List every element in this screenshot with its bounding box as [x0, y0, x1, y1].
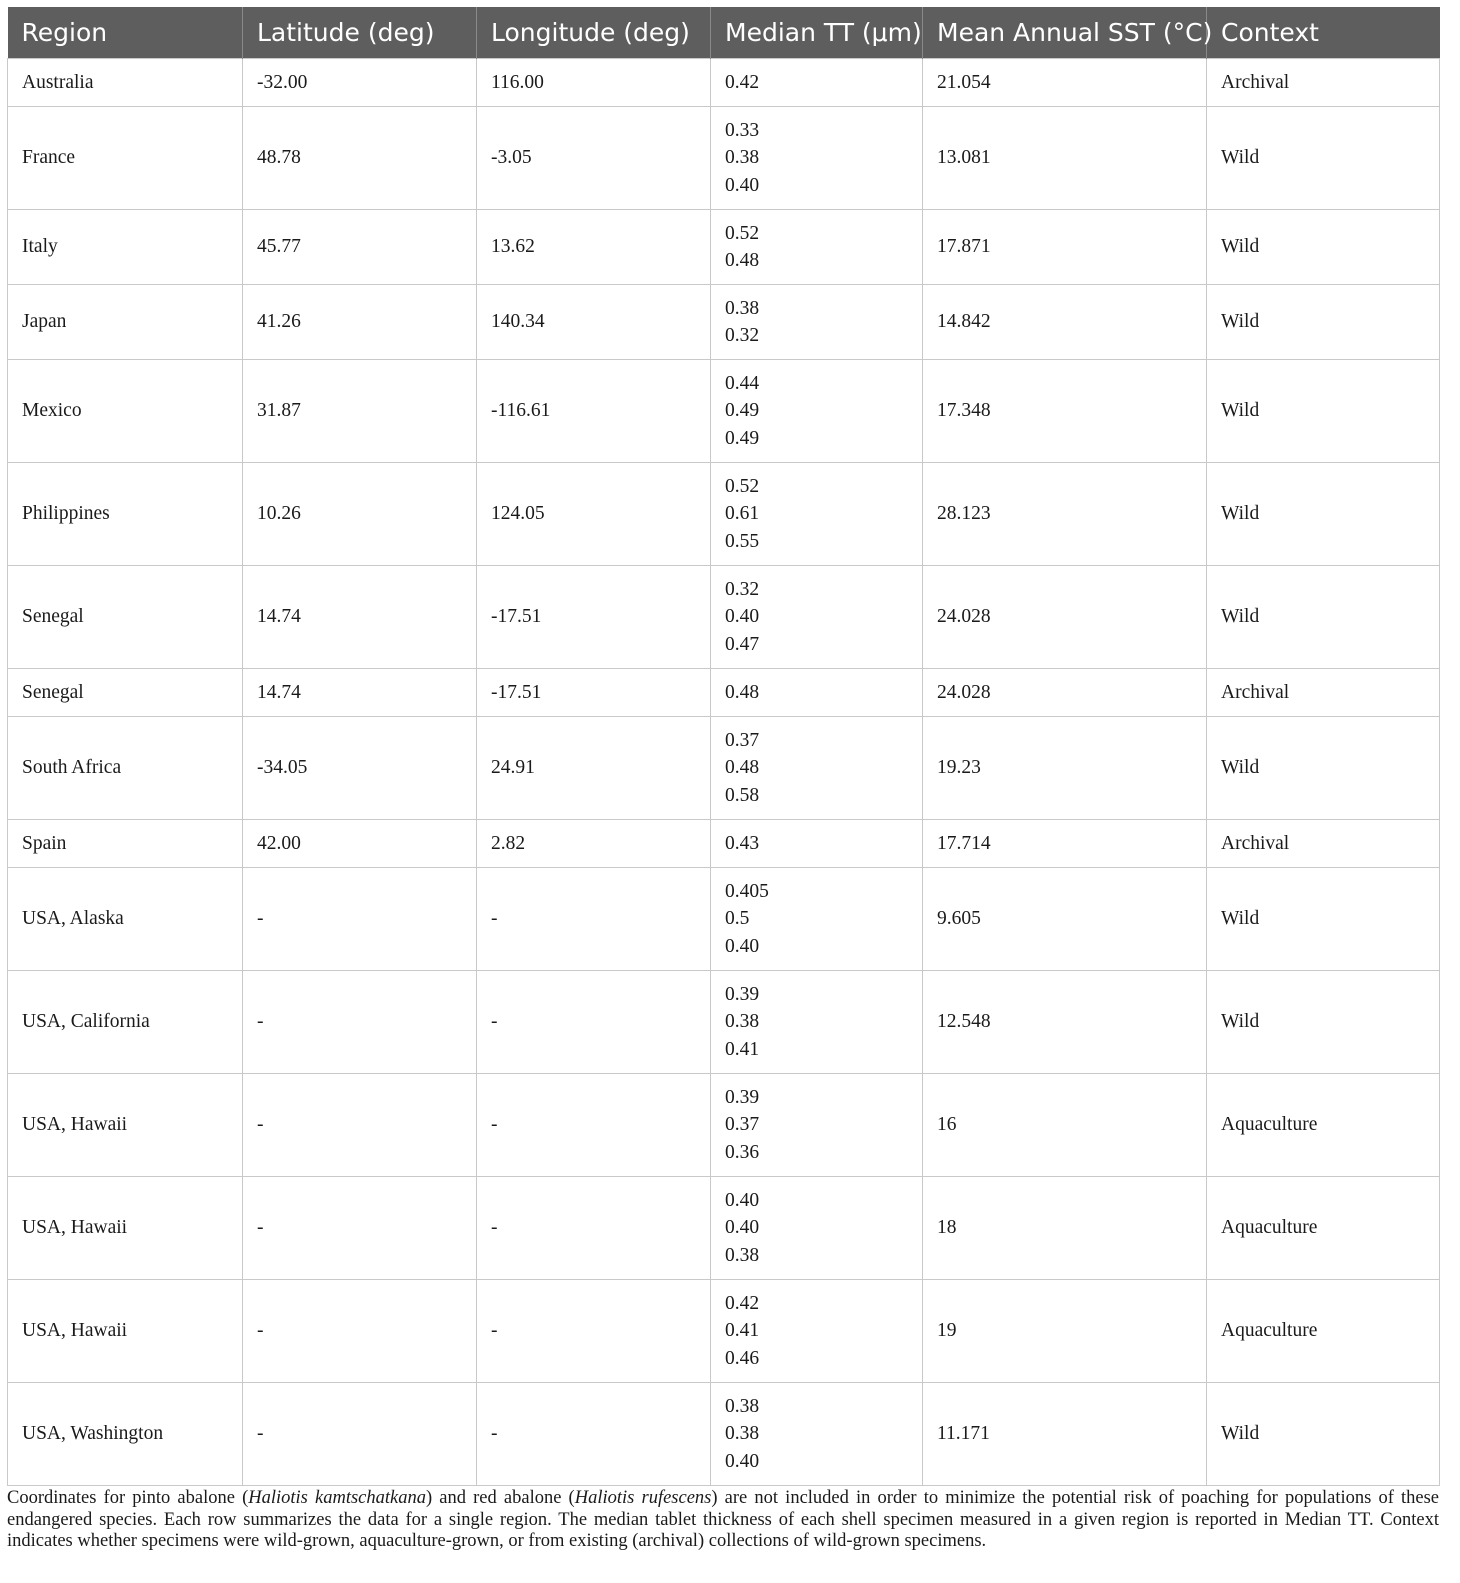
median-tt-value: 0.38: [725, 297, 760, 319]
context-cell: Wild: [1207, 360, 1440, 463]
mean-sst-cell: 13.081: [923, 107, 1207, 210]
median-tt-value: 0.36: [725, 1141, 760, 1163]
mean-sst-cell: 11.171: [923, 1383, 1207, 1486]
context-cell: Wild: [1207, 971, 1440, 1074]
median-tt-value: 0.61: [725, 503, 760, 525]
median-tt-cell: [711, 1074, 923, 1177]
median-tt-cell: [711, 669, 923, 717]
longitude-cell: 2.82: [477, 820, 711, 868]
table-row: [8, 717, 1440, 820]
median-tt-value: 0.52: [725, 222, 760, 244]
data-table-container: [7, 7, 1439, 1486]
region-cell: South Africa: [8, 717, 243, 820]
latitude-cell: -: [243, 1280, 477, 1383]
longitude-cell: -: [477, 1074, 711, 1177]
column-header-median-tt: Median TT (μm): [711, 7, 923, 59]
context-cell: Wild: [1207, 717, 1440, 820]
median-tt-value: 0.55: [725, 530, 760, 552]
longitude-cell: -: [477, 868, 711, 971]
footnote-text-3: ) are not included in order to minimize the potential risk of poaching for populations of these endangered species. Each row summarizes the data for a single region. The median tablet thickness of each shell specimen measured in a given region is reported in Median TT. Context indicates whether specimens were wild-grown, aquaculture-grown, or from existing (archival) collections of wild-grown specimens.: [7, 1488, 1440, 1551]
mean-sst-cell: 21.054: [923, 59, 1207, 107]
region-cell: Senegal: [8, 566, 243, 669]
longitude-cell: 116.00: [477, 59, 711, 107]
median-tt-value: 0.47: [725, 633, 760, 655]
median-tt-cell: [711, 717, 923, 820]
context-cell: Wild: [1207, 868, 1440, 971]
longitude-cell: 140.34: [477, 285, 711, 360]
table-row: [8, 59, 1440, 107]
latitude-cell: 48.78: [243, 107, 477, 210]
median-tt-cell: [711, 1280, 923, 1383]
median-tt-value: 0.48: [725, 250, 760, 271]
longitude-cell: -: [477, 1280, 711, 1383]
table-row: [8, 971, 1440, 1074]
table-row: [8, 1074, 1440, 1177]
latitude-cell: 14.74: [243, 566, 477, 669]
longitude-cell: 24.91: [477, 717, 711, 820]
median-tt-value: 0.33: [725, 119, 760, 141]
latitude-cell: -: [243, 1383, 477, 1486]
context-cell: Aquaculture: [1207, 1177, 1440, 1280]
latitude-cell: -: [243, 1074, 477, 1177]
mean-sst-cell: 17.871: [923, 210, 1207, 285]
median-tt-value: 0.37: [725, 729, 760, 751]
footnote-text-2: ) and red abalone (: [425, 1488, 575, 1508]
table-row: [8, 1280, 1440, 1383]
median-tt-value: 0.40: [725, 935, 760, 957]
median-tt-value: 0.49: [725, 400, 760, 422]
table-row: [8, 566, 1440, 669]
context-cell: Wild: [1207, 107, 1440, 210]
longitude-cell: -: [477, 1383, 711, 1486]
table-row: [8, 820, 1440, 868]
median-tt-value: 0.46: [725, 1347, 760, 1369]
median-tt-value: 0.39: [725, 1086, 760, 1108]
table-row: [8, 210, 1440, 285]
median-tt-value: 0.5: [725, 908, 750, 930]
median-tt-value: 0.40: [725, 1450, 760, 1472]
table-row: [8, 868, 1440, 971]
mean-sst-cell: 28.123: [923, 463, 1207, 566]
context-cell: Archival: [1207, 669, 1440, 717]
context-cell: Wild: [1207, 285, 1440, 360]
table-body: [8, 59, 1440, 1486]
median-tt-cell: [711, 285, 923, 360]
median-tt-value: 0.40: [725, 1217, 760, 1239]
region-cell: Senegal: [8, 669, 243, 717]
table-row: [8, 360, 1440, 463]
longitude-cell: 124.05: [477, 463, 711, 566]
median-tt-value: 0.37: [725, 1114, 760, 1136]
context-cell: Wild: [1207, 1383, 1440, 1486]
median-tt-value: 0.40: [725, 1189, 760, 1211]
region-cell: USA, California: [8, 971, 243, 1074]
median-tt-value: 0.44: [725, 372, 760, 394]
context-cell: Wild: [1207, 463, 1440, 566]
table-row: [8, 1177, 1440, 1280]
latitude-cell: -: [243, 868, 477, 971]
latitude-cell: 42.00: [243, 820, 477, 868]
median-tt-cell: [711, 107, 923, 210]
table-row: [8, 107, 1440, 210]
region-cell: Spain: [8, 820, 243, 868]
table-header: [8, 7, 1440, 59]
region-cell: Philippines: [8, 463, 243, 566]
mean-sst-cell: 24.028: [923, 566, 1207, 669]
median-tt-cell: [711, 971, 923, 1074]
region-cell: Italy: [8, 210, 243, 285]
longitude-cell: -116.61: [477, 360, 711, 463]
median-tt-value: 0.48: [725, 757, 760, 779]
table-row: [8, 669, 1440, 717]
latitude-cell: 14.74: [243, 669, 477, 717]
latitude-cell: 31.87: [243, 360, 477, 463]
context-cell: Archival: [1207, 820, 1440, 868]
table-footnote: [7, 1488, 1439, 1553]
context-cell: Archival: [1207, 59, 1440, 107]
median-tt-value: 0.41: [725, 1320, 760, 1342]
median-tt-cell: [711, 210, 923, 285]
median-tt-value: 0.40: [725, 174, 760, 196]
header-row: [8, 7, 1440, 59]
mean-sst-cell: 18: [923, 1177, 1207, 1280]
table-row: [8, 1383, 1440, 1486]
median-tt-value: 0.40: [725, 606, 760, 628]
table-row: [8, 285, 1440, 360]
region-cell: USA, Washington: [8, 1383, 243, 1486]
context-cell: Aquaculture: [1207, 1280, 1440, 1383]
median-tt-cell: [711, 463, 923, 566]
region-cell: Japan: [8, 285, 243, 360]
mean-sst-cell: 9.605: [923, 868, 1207, 971]
mean-sst-cell: 19.23: [923, 717, 1207, 820]
mean-sst-cell: 19: [923, 1280, 1207, 1383]
median-tt-value: 0.38: [725, 1423, 760, 1445]
region-cell: USA, Hawaii: [8, 1177, 243, 1280]
median-tt-value: 0.41: [725, 1038, 760, 1060]
footnote-text-1: Coordinates for pinto abalone (: [7, 1488, 249, 1508]
median-tt-value: 0.42: [725, 1292, 760, 1314]
context-cell: Aquaculture: [1207, 1074, 1440, 1177]
mean-sst-cell: 17.714: [923, 820, 1207, 868]
region-cell: Mexico: [8, 360, 243, 463]
region-cell: USA, Alaska: [8, 868, 243, 971]
median-tt-value: 0.38: [725, 1244, 760, 1266]
region-cell: USA, Hawaii: [8, 1280, 243, 1383]
latitude-cell: -: [243, 1177, 477, 1280]
median-tt-value: 0.43: [725, 832, 760, 854]
median-tt-value: 0.48: [725, 681, 760, 703]
latitude-cell: -32.00: [243, 59, 477, 107]
column-header-region: Region: [8, 7, 243, 59]
column-header-latitude: Latitude (deg): [243, 7, 477, 59]
latitude-cell: 10.26: [243, 463, 477, 566]
median-tt-value: 0.405: [725, 880, 769, 902]
column-header-mean-sst: Mean Annual SST (°C): [923, 7, 1207, 59]
column-header-longitude: Longitude (deg): [477, 7, 711, 59]
median-tt-value: 0.52: [725, 475, 760, 497]
context-cell: Wild: [1207, 566, 1440, 669]
mean-sst-cell: 24.028: [923, 669, 1207, 717]
longitude-cell: -17.51: [477, 566, 711, 669]
median-tt-cell: [711, 820, 923, 868]
context-cell: Wild: [1207, 210, 1440, 285]
median-tt-cell: [711, 1177, 923, 1280]
median-tt-cell: [711, 360, 923, 463]
latitude-cell: 41.26: [243, 285, 477, 360]
region-cell: Australia: [8, 59, 243, 107]
median-tt-value: 0.38: [725, 147, 760, 169]
column-header-context: Context: [1207, 7, 1440, 59]
longitude-cell: -: [477, 1177, 711, 1280]
median-tt-cell: [711, 59, 923, 107]
table-row: [8, 463, 1440, 566]
longitude-cell: -: [477, 971, 711, 1074]
median-tt-value: 0.38: [725, 1011, 760, 1033]
median-tt-value: 0.38: [725, 1395, 760, 1417]
longitude-cell: -3.05: [477, 107, 711, 210]
median-tt-value: 0.42: [725, 71, 760, 93]
longitude-cell: -17.51: [477, 669, 711, 717]
region-cell: France: [8, 107, 243, 210]
median-tt-value: 0.32: [725, 325, 760, 346]
mean-sst-cell: 14.842: [923, 285, 1207, 360]
longitude-cell: 13.62: [477, 210, 711, 285]
median-tt-value: 0.58: [725, 784, 760, 806]
median-tt-cell: [711, 566, 923, 669]
latitude-cell: -: [243, 971, 477, 1074]
median-tt-value: 0.49: [725, 427, 760, 449]
median-tt-value: 0.39: [725, 983, 760, 1005]
species-name-red: Haliotis rufescens: [574, 1488, 712, 1508]
median-tt-value: 0.32: [725, 578, 760, 600]
region-cell: USA, Hawaii: [8, 1074, 243, 1177]
data-table: [7, 7, 1440, 1486]
latitude-cell: 45.77: [243, 210, 477, 285]
mean-sst-cell: 16: [923, 1074, 1207, 1177]
median-tt-cell: [711, 868, 923, 971]
median-tt-cell: [711, 1383, 923, 1486]
latitude-cell: -34.05: [243, 717, 477, 820]
species-name-pinto: Haliotis kamtschatkana: [248, 1488, 426, 1508]
mean-sst-cell: 17.348: [923, 360, 1207, 463]
mean-sst-cell: 12.548: [923, 971, 1207, 1074]
